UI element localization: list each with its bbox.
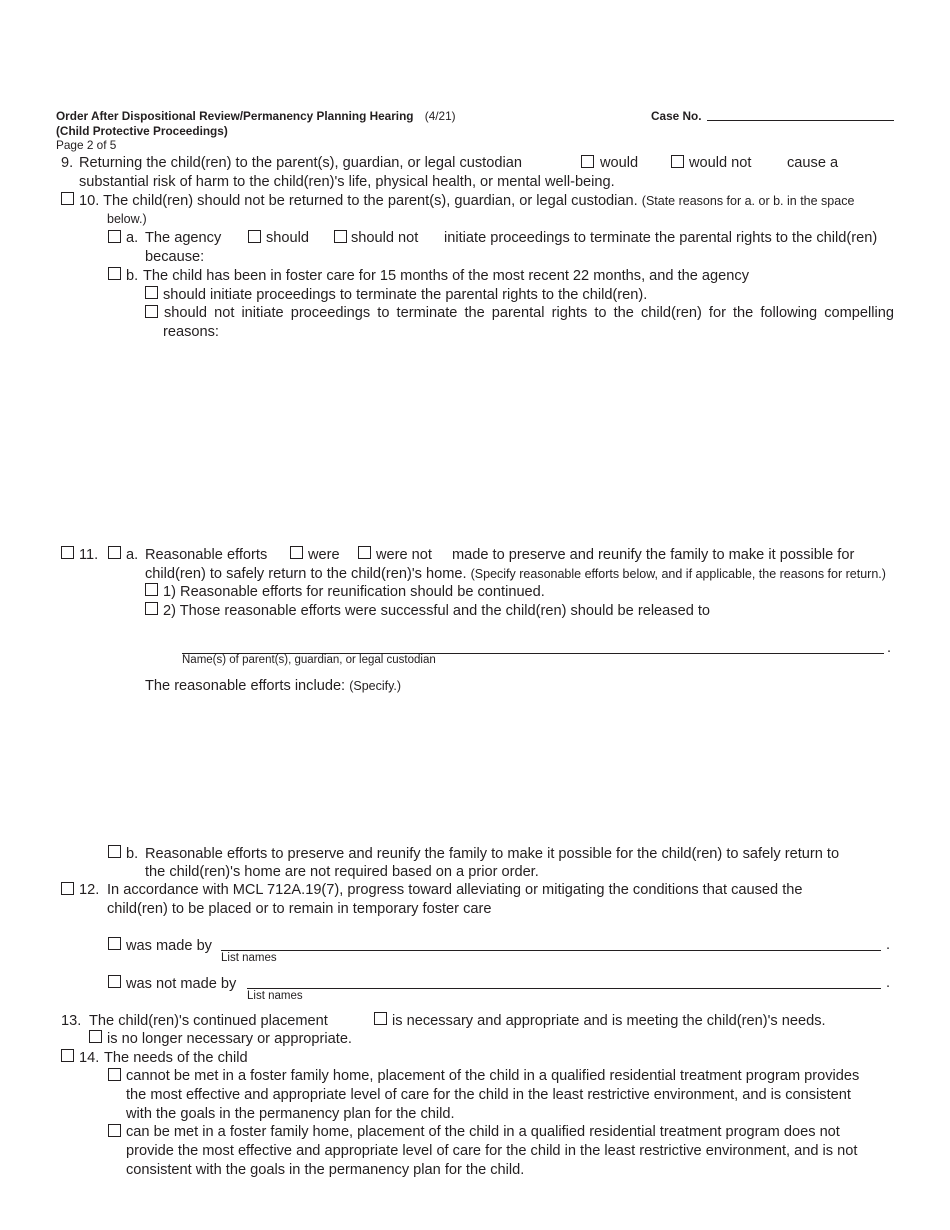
item14-can-line3: consistent with the goals in the permanency plan for the child. bbox=[126, 1162, 525, 1178]
item10-text: The child(ren) should not be returned to the parent(s), guardian, or legal custodian. bbox=[103, 193, 638, 209]
form-version: (4/21) bbox=[424, 109, 456, 123]
item11a-text-continued: made to preserve and reunify the family to make it possible for bbox=[452, 547, 855, 563]
item11a-were-not-checkbox[interactable] bbox=[358, 546, 371, 559]
item10b-should-not-text: should not initiate proceedings to terminate the parental rights to the child(ren) for the following compelling bbox=[164, 305, 894, 321]
item13-number: 13. bbox=[61, 1013, 82, 1029]
item10b-checkbox[interactable] bbox=[108, 267, 121, 280]
item11-efforts-area[interactable] bbox=[145, 700, 894, 835]
item10b-text: The child has been in foster care for 15 months of the most recent 22 months, and the agency bbox=[143, 268, 749, 284]
item11a-checkbox[interactable] bbox=[108, 546, 121, 559]
item10a-should-not-label: should not bbox=[351, 230, 419, 246]
item11b-checkbox[interactable] bbox=[108, 845, 121, 858]
item10-text-line bbox=[79, 193, 854, 210]
item11a-label: a. bbox=[126, 547, 139, 563]
item13-not-necessary-checkbox[interactable] bbox=[89, 1030, 102, 1043]
item11-efforts-include-text: The reasonable efforts include: bbox=[145, 678, 346, 694]
item12-was-not-made-caption: List names bbox=[247, 990, 303, 1002]
item11-checkbox[interactable] bbox=[61, 546, 74, 559]
item11a-note: (Specify reasonable efforts below, and if applicable, the reasons for return.) bbox=[470, 567, 886, 581]
item11a-text-line2 bbox=[145, 566, 886, 583]
item13-necessary-text: is necessary and appropriate and is meeting the child(ren)'s needs. bbox=[392, 1013, 826, 1029]
item11-number: 11. bbox=[79, 547, 99, 563]
item9-number: 9. bbox=[61, 155, 74, 171]
item10a-should-not-checkbox[interactable] bbox=[334, 230, 347, 243]
item13-text: The child(ren)'s continued placement bbox=[89, 1013, 328, 1029]
item10-checkbox[interactable] bbox=[61, 192, 74, 205]
item10-note: (State reasons for a. or b. in the space bbox=[641, 194, 855, 208]
item9-text-continued: substantial risk of harm to the child(ren)'s life, physical health, or mental well-being. bbox=[79, 174, 615, 190]
item12-checkbox[interactable] bbox=[61, 882, 74, 895]
item14-cannot-line3: with the goals in the permanency plan for the child. bbox=[126, 1106, 455, 1122]
item14-can-checkbox[interactable] bbox=[108, 1124, 121, 1137]
item9-would-label: would bbox=[600, 155, 639, 171]
period: . bbox=[887, 640, 892, 656]
item9-would-not-checkbox[interactable] bbox=[671, 155, 684, 168]
item14-cannot-line2: the most effective and appropriate level of care for the child in the least restrictive environment, and is consistent bbox=[126, 1087, 851, 1103]
item10-note-continued: below.) bbox=[107, 212, 147, 226]
item14-cannot-checkbox[interactable] bbox=[108, 1068, 121, 1081]
period: . bbox=[886, 937, 891, 953]
item11b-text: Reasonable efforts to preserve and reunify the family to make it possible for the child(ren) to safely return to bbox=[145, 846, 840, 862]
item11a-opt2-text: 2) Those reasonable efforts were successful and the child(ren) should be released to bbox=[163, 603, 711, 619]
item10a-label: a. bbox=[126, 230, 139, 246]
item10-number: 10. bbox=[79, 193, 100, 209]
item12-number: 12. bbox=[79, 882, 100, 898]
item12-was-made-label: was made by bbox=[126, 938, 212, 954]
item13-necessary-checkbox[interactable] bbox=[374, 1012, 387, 1025]
item12-was-not-made-label: was not made by bbox=[126, 976, 237, 992]
item12-was-not-made-field[interactable] bbox=[247, 988, 881, 989]
item10a-text: The agency bbox=[145, 230, 222, 246]
item12-was-not-made-checkbox[interactable] bbox=[108, 975, 121, 988]
item10b-reasons: reasons: bbox=[163, 324, 219, 340]
item10a-because: because: bbox=[145, 249, 205, 265]
form-title-text: Order After Dispositional Review/Permanency Planning Hearing bbox=[56, 109, 414, 123]
item11-name-caption: Name(s) of parent(s), guardian, or legal custodian bbox=[182, 654, 436, 666]
page-number: Page 2 of 5 bbox=[56, 138, 117, 152]
item14-cannot-line1: cannot be met in a foster family home, placement of the child in a qualified residential treatment program provides bbox=[126, 1068, 860, 1084]
item13-not-necessary-text: is no longer necessary or appropriate. bbox=[107, 1031, 352, 1047]
item11a-were-label: were bbox=[308, 547, 340, 563]
item10a-should-label: should bbox=[266, 230, 310, 246]
item9-cause-text: cause a bbox=[787, 155, 839, 171]
item11a-text-home: child(ren) to safely return to the child(ren)'s home. bbox=[145, 566, 467, 582]
item11a-were-checkbox[interactable] bbox=[290, 546, 303, 559]
period: . bbox=[886, 975, 891, 991]
item14-checkbox[interactable] bbox=[61, 1049, 74, 1062]
item11b-text-continued: the child(ren)'s home are not required based on a prior order. bbox=[145, 864, 539, 880]
item10a-should-checkbox[interactable] bbox=[248, 230, 261, 243]
item10a-checkbox[interactable] bbox=[108, 230, 121, 243]
item11a-opt1-text: 1) Reasonable efforts for reunification should be continued. bbox=[163, 584, 545, 600]
item9-would-checkbox[interactable] bbox=[581, 155, 594, 168]
item12-was-made-checkbox[interactable] bbox=[108, 937, 121, 950]
form-subtitle: (Child Protective Proceedings) bbox=[56, 124, 228, 138]
item11a-were-not-label: were not bbox=[376, 547, 432, 563]
item10b-should-not-checkbox[interactable] bbox=[145, 305, 158, 318]
case-no-label: Case No. bbox=[651, 109, 702, 123]
item11b-label: b. bbox=[126, 846, 139, 862]
item12-text: In accordance with MCL 712A.19(7), progress toward alleviating or mitigating the conditions that caused the bbox=[107, 882, 803, 898]
item12-was-made-caption: List names bbox=[221, 952, 277, 964]
case-no-field[interactable] bbox=[707, 120, 894, 121]
item14-text: The needs of the child bbox=[104, 1050, 248, 1066]
item11a-opt2-checkbox[interactable] bbox=[145, 602, 158, 615]
item11-efforts-include-note: (Specify.) bbox=[349, 679, 402, 693]
item14-number: 14. bbox=[79, 1050, 100, 1066]
item10b-should-text: should initiate proceedings to terminate the parental rights to the child(ren). bbox=[163, 287, 648, 303]
item11a-opt1-checkbox[interactable] bbox=[145, 583, 158, 596]
item12-was-made-field[interactable] bbox=[221, 950, 881, 951]
item11-efforts-include bbox=[145, 678, 401, 695]
item10a-text-continued: initiate proceedings to terminate the parental rights to the child(ren) bbox=[444, 230, 878, 246]
item10b-label: b. bbox=[126, 268, 139, 284]
item10-reasons-area[interactable] bbox=[145, 348, 894, 528]
item12-text-continued: child(ren) to be placed or to remain in temporary foster care bbox=[107, 901, 492, 917]
item14-can-line2: provide the most effective and appropriate level of care for the child in the least restrictive environment, and is not bbox=[126, 1143, 858, 1159]
item10b-should-checkbox[interactable] bbox=[145, 286, 158, 299]
item9-text: Returning the child(ren) to the parent(s), guardian, or legal custodian bbox=[79, 155, 522, 171]
item11a-text: Reasonable efforts bbox=[145, 547, 268, 563]
form-title bbox=[56, 109, 456, 123]
item14-can-line1: can be met in a foster family home, placement of the child in a qualified residential treatment program does not bbox=[126, 1124, 840, 1140]
item9-would-not-label: would not bbox=[689, 155, 752, 171]
